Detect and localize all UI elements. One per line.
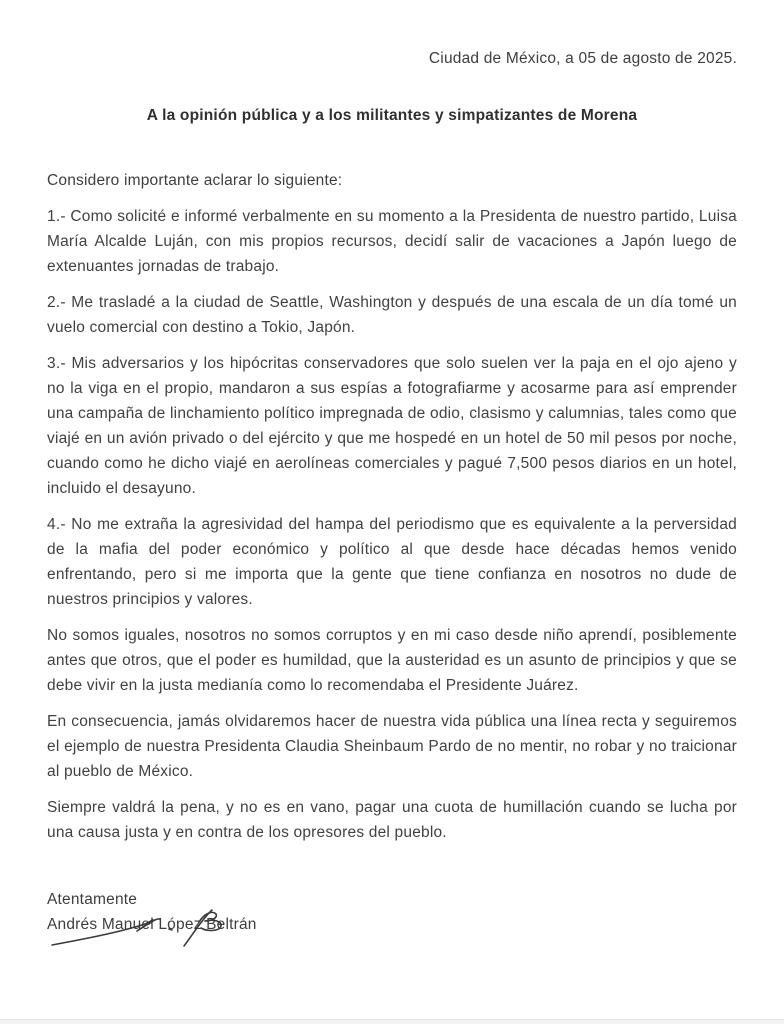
paragraph-4: 4.- No me extraña la agresividad del hampa del periodismo que es equivalente a la perversidad de la mafia del poder económico y político al que desde hace décadas hemos venido enfrentando, pero si me importa que la gente que tiene confianza en nosotros no dude de nuestros principios y valores.: [47, 516, 737, 608]
paragraph-6: En consecuencia, jamás olvidaremos hacer de nuestra vida pública una línea recta y seguiremos el ejemplo de nuestra Presidenta Claudia Sheinbaum Pardo de no mentir, no robar y no traicionar al pueblo de México.: [47, 713, 737, 780]
closing-block: [47, 887, 737, 942]
signature-area: [47, 912, 737, 942]
paragraph-3: 3.- Mis adversarios y los hipócritas conservadores que solo suelen ver la paja en el ojo ajeno y no la viga en el propio, mandaron a sus espías a fotografiarme y acosarme para así emprender una campaña de linchamiento político impregnada de odio, clasismo y calumnias, tales como que viajé en un avión privado o del ejército y que me hospedé en un hotel de 50 mil pesos por noche, cuando como he dicho viajé en aerolíneas comerciales y pagué 7,500 pesos diarios en un hotel, incluido el desayuno.: [47, 355, 737, 497]
paragraph-2: 2.- Me trasladé a la ciudad de Seattle, Washington y después de una escala de un día tomé un vuelo comercial con destino a Tokio, Japón.: [47, 294, 737, 336]
page-bottom-edge: [0, 1019, 784, 1024]
dateline: Ciudad de México, a 05 de agosto de 2025.: [428, 50, 737, 67]
paragraph-7: Siempre valdrá la pena, y no es en vano, pagar una cuota de humillación cuando se lucha por una causa justa y en contra de los opresores del pueblo.: [47, 799, 737, 841]
signature-name: Andrés Manuel López Beltrán: [47, 916, 257, 933]
paragraph-1: 1.- Como solicité e informé verbalmente en su momento a la Presidenta de nuestro partido, Luisa María Alcalde Luján, con mis propios recursos, decidí salir de vacaciones a Japón luego de extenuantes jornadas de trabajo.: [47, 208, 737, 275]
closing-label: Atentamente: [47, 891, 138, 908]
letter-title: A la opinión pública y a los militantes y simpatizantes de Morena: [146, 107, 638, 124]
paragraph-5: No somos iguales, nosotros no somos corruptos y en mi caso desde niño aprendí, posiblemente antes que otros, que el poder es humildad, que la austeridad es un asunto de principios y que se debe vivir en la justa medianía como lo recomendaba el Presidente Juárez.: [47, 627, 737, 694]
intro-line: Considero importante aclarar lo siguiente:: [47, 172, 343, 189]
